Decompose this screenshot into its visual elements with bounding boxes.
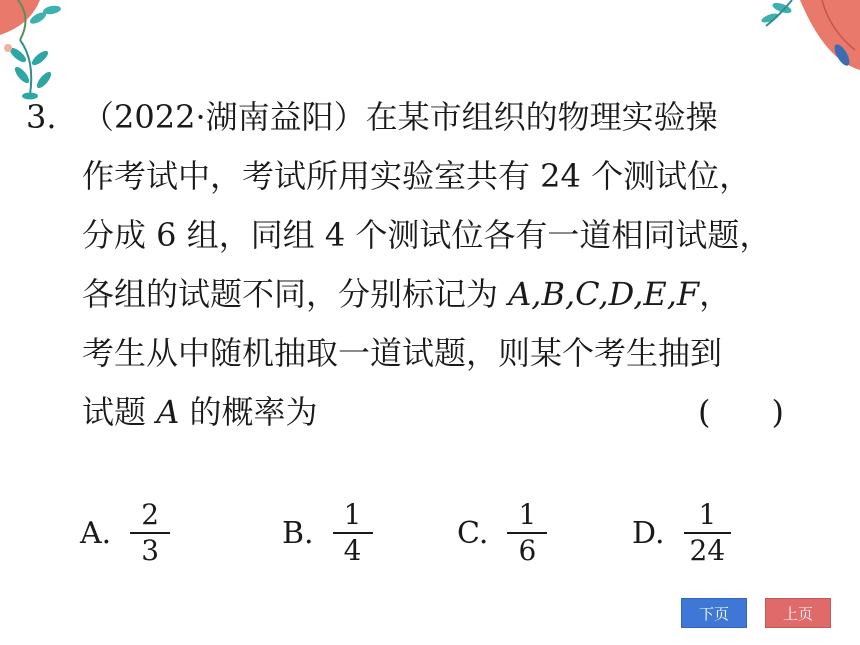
option-letter: C.: [457, 515, 489, 551]
question-line-1: （2022·湖南益阳）在某市组织的物理实验操: [82, 98, 718, 136]
denominator: 3: [141, 534, 160, 567]
question-line-6: [82, 383, 317, 442]
option-c[interactable]: [457, 498, 544, 568]
question-line-2: 作考试中，考试所用实验室共有 24 个测试位，: [82, 157, 752, 195]
numerator: 2: [141, 498, 160, 531]
numerator: 1: [698, 498, 717, 531]
line-6-text: 试题: [82, 393, 157, 431]
label-list-math: A,B,C,D,E,F: [508, 275, 700, 313]
option-a[interactable]: [80, 498, 167, 568]
option-d[interactable]: [632, 498, 728, 568]
line-4-text: 各组的试题不同，分别标记为: [82, 275, 509, 313]
question-line-5: 考生从中随机抽取一道试题，则某个考生抽到: [82, 334, 723, 372]
option-letter: A.: [80, 515, 112, 551]
question-line-3: 分成 6 组，同组 4 个测试位各有一道相同试题，: [82, 216, 772, 254]
fraction: [133, 498, 167, 568]
label-a-math: A: [156, 393, 180, 431]
leaf-decoration-top-right: [730, 0, 860, 80]
numerator: 1: [343, 498, 362, 531]
denominator: 6: [518, 534, 537, 567]
next-page-button[interactable]: 下页: [681, 598, 747, 628]
question-line-4: [82, 265, 731, 324]
option-b[interactable]: [282, 498, 370, 568]
fraction: [510, 498, 544, 568]
previous-page-button[interactable]: 上页: [765, 598, 831, 628]
denominator: 4: [343, 534, 362, 567]
fraction: [687, 498, 729, 568]
answer-parentheses: ( ): [698, 393, 784, 431]
question-number: 3.: [26, 98, 57, 136]
line-6-suffix: 的概率为: [179, 393, 318, 431]
fraction: [336, 498, 370, 568]
option-letter: B.: [282, 515, 314, 551]
numerator: 1: [518, 498, 537, 531]
option-letter: D.: [632, 515, 665, 551]
denominator: 24: [689, 534, 726, 567]
line-4-punct: ，: [699, 275, 732, 313]
